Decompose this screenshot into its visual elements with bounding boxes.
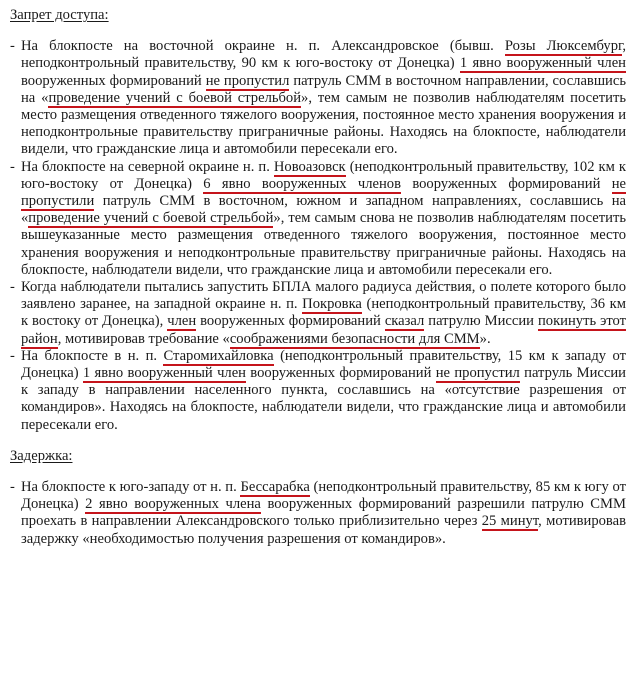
text-segment: На блокпосте в н. п. [21,347,164,364]
section-heading-delay: Задержка: [10,447,73,464]
delay-list [10,479,626,548]
text-segment: патрулю Миссии [424,313,538,330]
text-segment: На блокпосте к юго-западу от н. п. [21,479,241,496]
highlighted-phrase: 1 явно вооруженный член [459,55,626,72]
text-segment: Когда наблюдатели пытались запустить БПЛА малого радиуса действия, о полете которого было заявлено заранее, на западной окраине н. п. [21,279,626,313]
text-segment: (неподконтрольный правительству, 85 км к югу от Донецка) [21,479,626,513]
highlighted-phrase: член [167,313,197,330]
list-item [10,479,626,548]
text-segment: (неподконтрольный правительству, 15 км к западу от Донецка) [21,347,626,382]
highlighted-phrase: соображениями безопасности для СММ [229,330,480,347]
text-segment: вооруженных формирований [245,365,436,382]
text-segment: вооруженных формирований [401,175,612,192]
text-segment: На блокпосте на восточной окраине н. п. Александровское (бывш. [21,38,505,55]
text-segment: вооруженных формирований разрешили патрулю СММ проехать в направлении Александровского только приблизительно через [21,496,626,530]
text-segment: ». [479,330,491,347]
highlighted-phrase: Покровка [302,296,362,313]
text-segment: вооруженных формирований [196,313,385,330]
text-segment: патруль Миссии к западу в направлении населенного пункта, сославшись на «отсутствие разрешения от командиров». Находясь на блокпосте, наблюдатели видели, что гражданские лица и автомобили пересекали его. [21,365,626,433]
list-item [10,38,626,158]
highlighted-phrase: не пропустили [21,175,626,210]
highlighted-phrase: не пропустил [205,72,290,89]
highlighted-phrase: проведение учений с боевой стрельбой [28,210,274,227]
text-segment: патруль СММ в восточном направлении, сославшись на « [21,72,627,106]
highlighted-phrase: покинуть этот район [21,313,627,347]
list-item [10,279,626,348]
highlighted-phrase: 25 минут [481,513,539,530]
highlighted-phrase: сказал [384,313,425,330]
section-heading-access-denied: Запрет доступа: [10,7,109,23]
text-segment: , мотивировав требование « [57,330,230,347]
text-segment: вооруженных формирований [21,72,206,89]
text-segment: », тем самым не позволив наблюдателям посетить место размещения отведенного тяжелого вооружения, постоянное место хранения вооружения и неподконтрольные правительству приграничные районы. Находясь на блокпосте, наблюдатели видели, что гражданские лица и автомобили пересекали его. [21,89,627,158]
highlighted-phrase: 1 явно вооруженный член [82,365,246,382]
highlighted-phrase: 2 явно вооруженных члена [85,496,261,513]
highlighted-phrase: проведение учений с боевой стрельбой [48,89,302,106]
text-segment: патруль СММ в восточном, южном и западном направлениях, сославшись на « [21,193,626,227]
text-segment: », тем самым снова не позволив наблюдателям посетить вышеуказанные место размещения отведенного тяжелого вооружения, постоянное место хранения вооружения и неподконтрольные правительству приграничные районы. Находясь на блокпосте, наблюдатели видели, что гражданские лица и автомобили пересекали его. [21,210,626,278]
text-segment: , неподконтрольный правительству, 90 км к юго-востоку от Донецка) [21,38,627,72]
text-segment: На блокпосте на северной окраине н. п. [21,158,274,175]
list-item [10,159,626,279]
text-segment: (неподконтрольный правительству, 36 км к востоку от Донецка), [21,296,626,330]
highlighted-phrase: 6 явно вооруженных членов [203,175,401,192]
text-segment: , мотивировав задержку «необходимостью получения разрешения от командиров». [21,513,627,547]
text-segment: (неподконтрольный правительству, 102 км к юго-востоку от Донецка) [21,158,626,192]
highlighted-phrase: не пропустил [435,365,520,382]
list-item [10,348,626,434]
highlighted-phrase: Розы Люксембург [504,38,623,55]
highlighted-phrase: Старомихайловка [163,347,274,364]
highlighted-phrase: Бессарабка [240,479,310,496]
highlighted-phrase: Новоазовск [273,158,346,175]
access-denied-list [10,38,626,434]
